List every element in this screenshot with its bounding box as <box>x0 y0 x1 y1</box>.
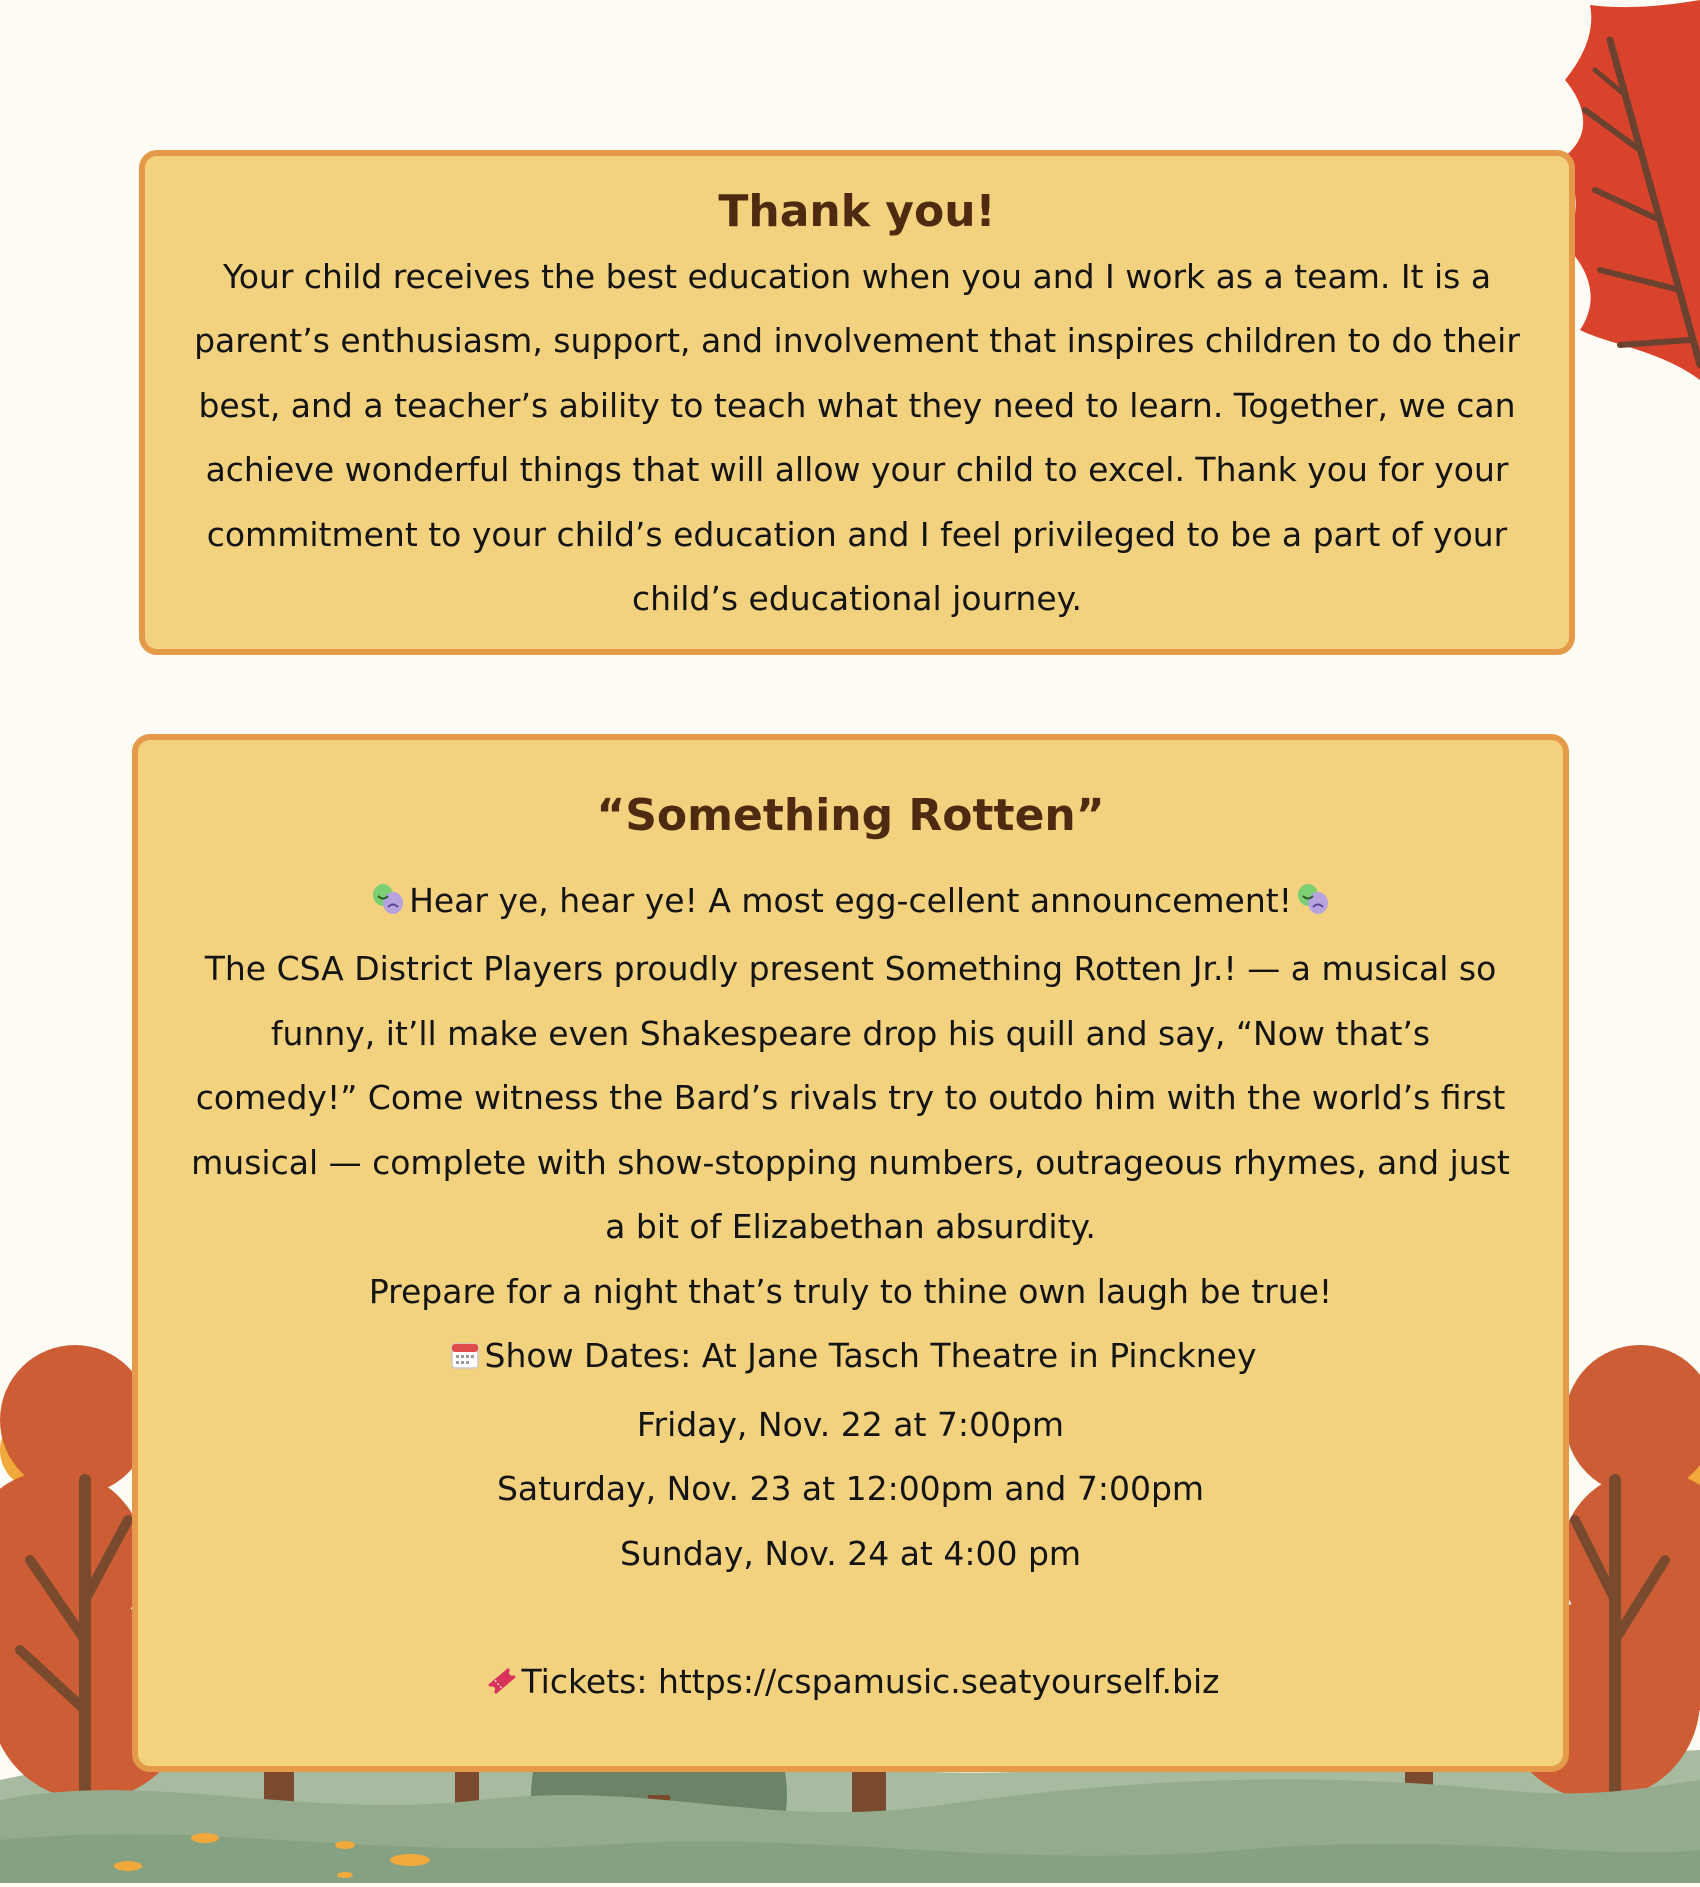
autumn-leaf-illustration <box>1560 0 1700 380</box>
show-date-item: Saturday, Nov. 23 at 12:00pm and 7:00pm <box>496 1469 1205 1509</box>
calendar-icon <box>449 1328 481 1393</box>
thank-you-card <box>139 150 1575 655</box>
thank-you-title: Thank you! <box>718 186 996 237</box>
show-dates-heading-line <box>186 1324 1515 1393</box>
show-title: “Something Rotten” <box>596 790 1105 841</box>
fallen-leaf <box>337 1872 353 1878</box>
announcement-line <box>186 869 1515 938</box>
show-date-item: Sunday, Nov. 24 at 4:00 pm <box>619 1533 1082 1573</box>
show-date-item: Friday, Nov. 22 at 7:00pm <box>636 1404 1065 1444</box>
fallen-leaf <box>390 1854 430 1866</box>
ticket-icon <box>486 1654 518 1719</box>
announcement-text: Hear ye, hear ye! A most egg-cellent announcement! <box>409 880 1292 920</box>
tickets-line <box>186 1650 1515 1719</box>
show-tagline: Prepare for a night that’s truly to thine own laugh be true! <box>368 1271 1333 1311</box>
theater-masks-icon <box>1296 873 1330 938</box>
spacer <box>186 1586 1515 1650</box>
show-description: The CSA District Players proudly present Something Rotten Jr.! — a musical so funny, it’ll make even Shakespeare drop his quill and say, “Now that’s comedy!” Come witness the Bard’s rivals try to outdo him with the world’s first musical — complete with show-stopping numbers, outrageous rhymes, and just a bit of Elizabethan absurdity. <box>191 949 1510 1247</box>
fallen-leaf <box>335 1841 355 1849</box>
fallen-leaf <box>114 1861 142 1871</box>
thank-you-message: Your child receives the best education when you and I work as a team. It is a parent’s enthusiasm, support, and involvement that inspires children to do their best, and a teacher’s ability to teach what they need to learn. Together, we can achieve wonderful things that will allow your child to excel. Thank you for your commitment to your child’s education and I feel privileged to be a part of your child’s educational journey. <box>194 256 1520 619</box>
fallen-leaf <box>191 1833 219 1843</box>
show-dates-heading: Show Dates: At Jane Tasch Theatre in Pinckney <box>484 1336 1257 1376</box>
something-rotten-card <box>132 734 1569 1772</box>
theater-masks-icon <box>371 873 405 938</box>
tickets-link[interactable]: Tickets: https://cspamusic.seatyourself.biz <box>521 1662 1220 1702</box>
